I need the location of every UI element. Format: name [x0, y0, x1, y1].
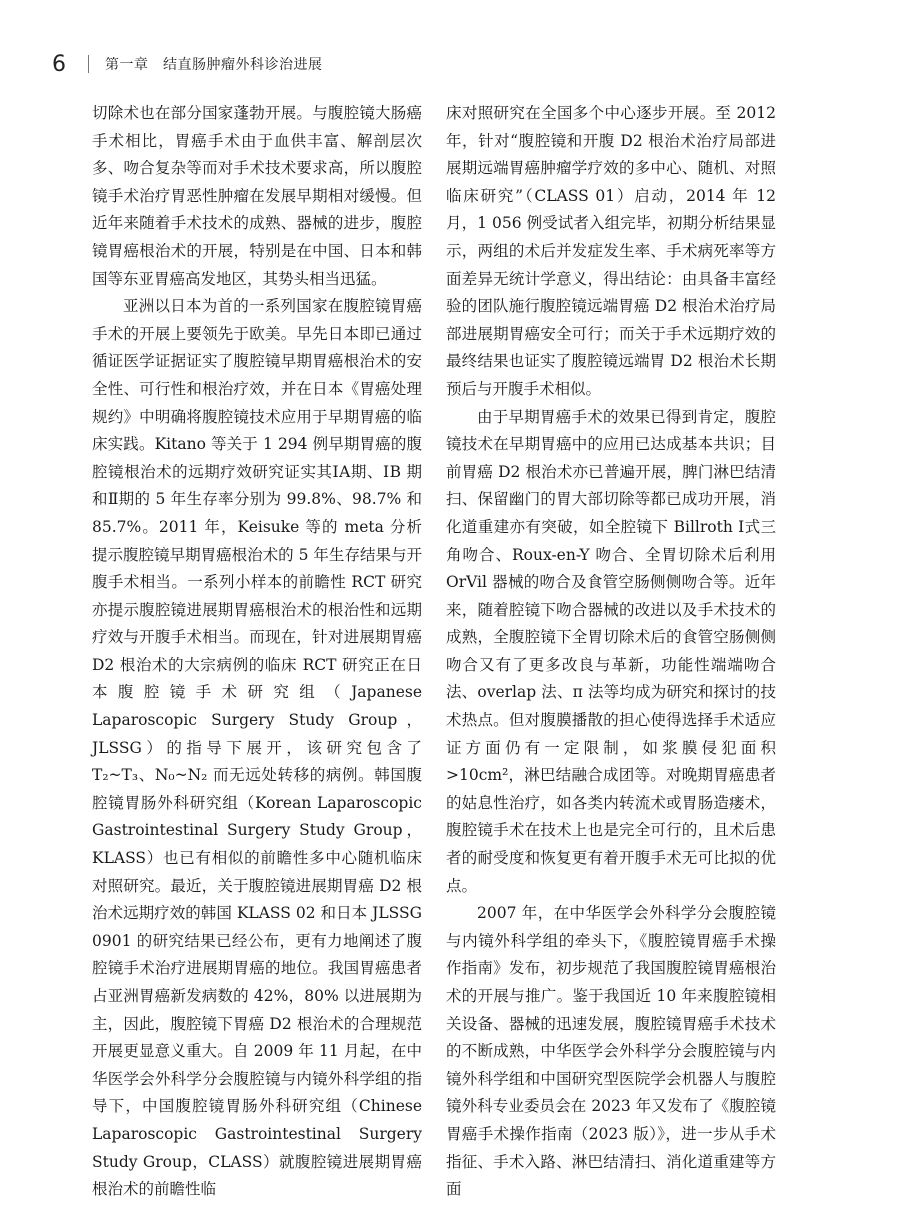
header-divider: [88, 55, 89, 73]
paragraph-continued: 床对照研究在全国多个中心逐步开展。至 2012 年，针对“腹腔镜和开腹 D2 根治术治疗局部进展期远端胃癌肿瘤学疗效的多中心、随机、对照临床研究”（CLASS 01）启动，2014 年 12 月，1 056 例受试者入组完毕，初期分析结果显示，两组的术后并发症发生率、手术病死率等方面差异无统计学意义，得出结论：由具备丰富经验的团队施行腹腔镜远端胃癌 D2 根治术治疗局部进展期胃癌安全可行；而关于手术远期疗效的最终结果也证实了腹腔镜远端胃 D2 根治术长期预后与开腹手术相似。: [446, 104, 776, 398]
page-number: 6: [52, 51, 66, 77]
running-header: [52, 44, 323, 84]
paragraph-continued: 切除术也在部分国家蓬勃开展。与腹腔镜大肠癌手术相比，胃癌手术由于血供丰富、解剖层次多、吻合复杂等而对手术技术要求高，所以腹腔镜手术治疗胃恶性肿瘤在发展早期相对缓慢。但近年来随着手术技术的成熟、器械的进步，腹腔镜胃癌根治术的开展，特别是在中国、日本和韩国等东亚胃癌高发地区，其势头相当迅猛。: [92, 104, 422, 288]
paragraph: 亚洲以日本为首的一系列国家在腹腔镜胃癌手术的开展上要领先于欧美。早先日本即已通过循证医学证据证实了腹腔镜早期胃癌根治术的安全性、可行性和根治疗效，并在日本《胃癌处理规约》中明确将腹腔镜技术应用于早期胃癌的临床实践。Kitano 等关于 1 294 例早期胃癌的腹腔镜根治术的远期疗效研究证实其ⅠA期、ⅠB 期和Ⅱ期的 5 年生存率分别为 99.8%、98.7% 和 85.7%。2011 年，Keisuke 等的 meta 分析提示腹腔镜早期胃癌根治术的 5 年生存结果与开腹手术相当。一系列小样本的前瞻性 RCT 研究亦提示腹腔镜进展期胃癌根治术的根治性和远期疗效与开腹手术相当。而现在，针对进展期胃癌 D2 根治术的大宗病例的临床 RCT 研究正在日本腹腔镜手术研究组（Japanese Laparoscopic Surgery Study Group，JLSSG）的指导下展开，该研究包含了 T₂~T₃、N₀~N₂ 而无远处转移的病例。韩国腹腔镜胃肠外科研究组（Korean Laparoscopic Gastrointestinal Surgery Study Group，KLASS）也已有相似的前瞻性多中心随机临床对照研究。最近，关于腹腔镜进展期胃癌 D2 根治术远期疗效的韩国 KLASS 02 和日本 JLSSG 0901 的研究结果已经公布，更有力地阐述了腹腔镜手术治疗进展期胃癌的地位。我国胃癌患者占亚洲胃癌新发病数的 42%，80% 以进展期为主，因此，腹腔镜下胃癌 D2 根治术的合理规范开展更显意义重大。自 2009 年 11 月起，在中华医学会外科学分会腹腔镜与内镜外科学组的指导下，中国腹腔镜胃肠外科研究组（Chinese Laparoscopic Gastrointestinal Surgery Study Group，CLASS）就腹腔镜进展期胃癌根治术的前瞻性临: [92, 297, 422, 1199]
paragraph: 2007 年，在中华医学会外科学分会腹腔镜与内镜外科学组的牵头下，《腹腔镜胃癌手术操作指南》发布，初步规范了我国腹腔镜胃癌根治术的开展与推广。鉴于我国近 10 年来腹腔镜相关设备、器械的迅速发展，腹腔镜胃癌手术技术的不断成熟，中华医学会外科学分会腹腔镜与内镜外科学组和中国研究型医院学会机器人与腹腔镜外科专业委员会在 2023 年又发布了《腹腔镜胃癌手术操作指南（2023 版）》，进一步从手术指征、手术入路、淋巴结清扫、消化道重建等方面: [446, 904, 776, 1199]
left-text-column: [92, 100, 422, 1204]
paragraph: 由于早期胃癌手术的效果已得到肯定，腹腔镜技术在早期胃癌中的应用已达成基本共识；目前胃癌 D2 根治术亦已普遍开展，脾门淋巴结清扫、保留幽门的胃大部切除等都已成功开展，消化道重建亦有突破，如全腔镜下 Billroth Ⅰ式三角吻合、Roux-en-Y 吻合、全胃切除术后利用 OrVil 器械的吻合及食管空肠侧侧吻合等。近年来，随着腔镜下吻合器械的改进以及手术技术的成熟，全腹腔镜下全胃切除术后的食管空肠侧侧吻合又有了更多改良与革新，功能性端端吻合法、overlap 法、π 法等均成为研究和探讨的技术热点。但对腹膜播散的担心使得选择手术适应证方面仍有一定限制，如浆膜侵犯面积 >10cm²，淋巴结融合成团等。对晚期胃癌患者的姑息性治疗，如各类内转流术或胃肠造瘘术，腹腔镜手术在技术上也是完全可行的，且术后患者的耐受度和恢复更有着开腹手术无可比拟的优点。: [446, 407, 776, 895]
chapter-title: 第一章 结直肠肿瘤外科诊治进展: [105, 57, 323, 73]
right-text-column: [446, 100, 776, 1204]
